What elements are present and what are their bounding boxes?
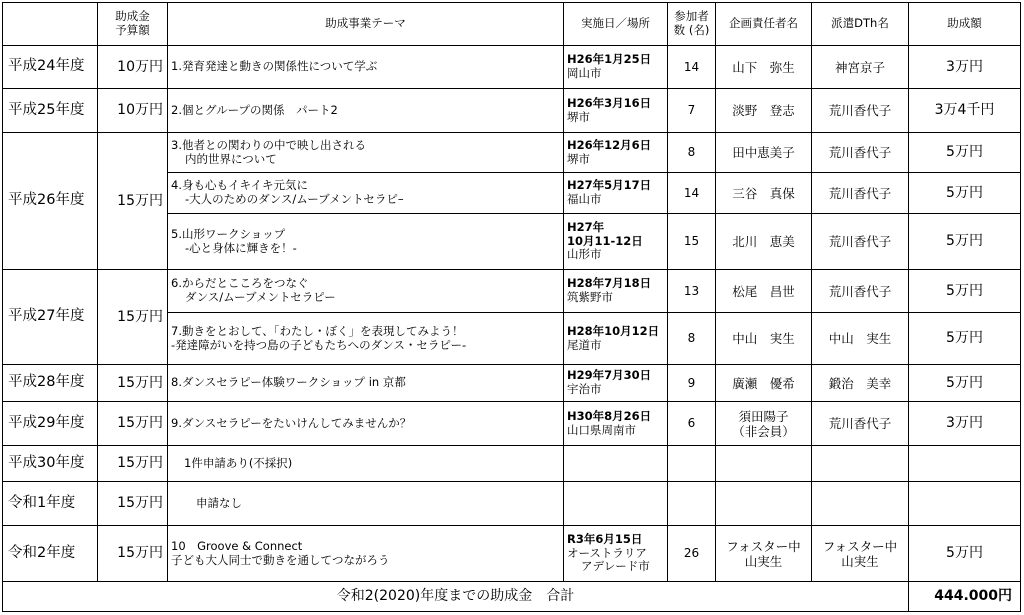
theme-cell: 1.発育発達と動きの関係性について学ぶ xyxy=(168,46,564,89)
header-date-place: 実施日／場所 xyxy=(564,3,668,46)
amount-cell: 3万円 xyxy=(909,402,1021,446)
total-row xyxy=(3,582,1021,612)
theme-cell: 6.からだとこころをつなぐ ダンス/ムーブメントセラピー xyxy=(168,270,564,313)
theme-cell: 申請なし xyxy=(168,482,564,526)
theme-cell: 10 Groove & Connect 子ども大人同士で動きを通してつながろう xyxy=(168,526,564,582)
year-cell: 平成26年度 xyxy=(3,133,98,270)
amount-cell: 5万円 xyxy=(909,214,1021,270)
date-place-cell: H26年3月16日 堺市 xyxy=(564,89,668,133)
total-label: 令和2(2020)年度までの助成金 合計 xyxy=(3,582,909,612)
budget-cell: 15万円 xyxy=(98,365,168,402)
dispatch-cell: 荒川香代子 xyxy=(812,173,909,214)
dispatch-cell: 荒川香代子 xyxy=(812,214,909,270)
table-row xyxy=(3,89,1021,133)
theme-cell: 4.身も心もイキイキ元気に -大人のためのダンス/ムーブメントセラピ– xyxy=(168,173,564,214)
planner-cell xyxy=(716,482,812,526)
date-place-cell: H30年8月26日 山口県周南市 xyxy=(564,402,668,446)
participants-cell: 14 xyxy=(668,173,716,214)
theme-cell: 2.個とグループの関係 パート2 xyxy=(168,89,564,133)
dispatch-cell: フォスター中 山実生 xyxy=(812,526,909,582)
table-row xyxy=(3,46,1021,89)
participants-cell: 15 xyxy=(668,214,716,270)
date-place-cell: H28年7月18日 筑紫野市 xyxy=(564,270,668,313)
budget-cell: 10万円 xyxy=(98,46,168,89)
table-row xyxy=(3,446,1021,482)
planner-cell: 田中恵美子 xyxy=(716,133,812,173)
theme-cell: 3.他者との関わりの中で映し出される 内的世界について xyxy=(168,133,564,173)
planner-cell: 須田陽子 （非会員） xyxy=(716,402,812,446)
dispatch-cell: 荒川香代子 xyxy=(812,89,909,133)
dispatch-cell: 中山 実生 xyxy=(812,313,909,365)
year-cell: 平成30年度 xyxy=(3,446,98,482)
budget-cell: 10万円 xyxy=(98,89,168,133)
planner-cell: 北川 恵美 xyxy=(716,214,812,270)
dispatch-cell: 荒川香代子 xyxy=(812,402,909,446)
header-row xyxy=(3,3,1021,46)
theme-cell: 9.ダンスセラピーをたいけんしてみませんか？ xyxy=(168,402,564,446)
year-cell: 平成24年度 xyxy=(3,46,98,89)
dispatch-cell: 荒川香代子 xyxy=(812,133,909,173)
total-amount: 444.000円 xyxy=(909,582,1021,612)
budget-cell: 15万円 xyxy=(98,446,168,482)
year-cell: 令和2年度 xyxy=(3,526,98,582)
date-place-cell xyxy=(564,482,668,526)
year-cell: 平成25年度 xyxy=(3,89,98,133)
participants-cell: 14 xyxy=(668,46,716,89)
theme-cell: 1件申請あり(不採択) xyxy=(168,446,564,482)
date-place-cell: H28年10月12日 尾道市 xyxy=(564,313,668,365)
date-place-cell: H26年12月6日 堺市 xyxy=(564,133,668,173)
table-row xyxy=(3,482,1021,526)
planner-cell: 廣瀬 優希 xyxy=(716,365,812,402)
dispatch-cell xyxy=(812,482,909,526)
amount-cell: 5万円 xyxy=(909,365,1021,402)
theme-cell: 8.ダンスセラピー体験ワークショップ in 京都 xyxy=(168,365,564,402)
header-planner: 企画責任者名 xyxy=(716,3,812,46)
amount-cell: 3万円 xyxy=(909,46,1021,89)
dispatch-cell: 鍛治 美幸 xyxy=(812,365,909,402)
year-cell: 平成29年度 xyxy=(3,402,98,446)
budget-cell: 15万円 xyxy=(98,526,168,582)
participants-cell xyxy=(668,446,716,482)
participants-cell: 6 xyxy=(668,402,716,446)
amount-cell: 5万円 xyxy=(909,270,1021,313)
header-budget: 助成金 予算額 xyxy=(98,3,168,46)
participants-cell: 8 xyxy=(668,133,716,173)
amount-cell xyxy=(909,446,1021,482)
amount-cell xyxy=(909,482,1021,526)
table-row xyxy=(3,526,1021,582)
budget-cell: 15万円 xyxy=(98,402,168,446)
header-theme: 助成事業テーマ xyxy=(168,3,564,46)
participants-cell: 7 xyxy=(668,89,716,133)
date-place-cell xyxy=(564,446,668,482)
year-cell: 平成27年度 xyxy=(3,270,98,365)
participants-cell: 26 xyxy=(668,526,716,582)
dispatch-cell: 荒川香代子 xyxy=(812,270,909,313)
planner-cell: 山下 弥生 xyxy=(716,46,812,89)
theme-cell: 7.動きをとおして、「わたし・ぼく」を表現してみよう！ -発達障がいを持つ島の子どもたちへのダンス・セラピー- xyxy=(168,313,564,365)
planner-cell: 三谷 真保 xyxy=(716,173,812,214)
amount-cell: 5万円 xyxy=(909,526,1021,582)
planner-cell xyxy=(716,446,812,482)
amount-cell: 5万円 xyxy=(909,313,1021,365)
amount-cell: 5万円 xyxy=(909,133,1021,173)
amount-cell: 3万4千円 xyxy=(909,89,1021,133)
participants-cell: 13 xyxy=(668,270,716,313)
participants-cell: 9 xyxy=(668,365,716,402)
amount-cell: 5万円 xyxy=(909,173,1021,214)
table-row xyxy=(3,270,1021,313)
table-row xyxy=(3,402,1021,446)
date-place-cell: H27年 10月11-12日 山形市 xyxy=(564,214,668,270)
theme-cell: 5.山形ワークショップ -心と身体に輝きを！- xyxy=(168,214,564,270)
dispatch-cell: 神宮京子 xyxy=(812,46,909,89)
planner-cell: フォスター中 山実生 xyxy=(716,526,812,582)
planner-cell: 淡野 登志 xyxy=(716,89,812,133)
date-place-cell: H29年7月30日 宇治市 xyxy=(564,365,668,402)
table-row xyxy=(3,133,1021,173)
date-place-cell: H27年5月17日 福山市 xyxy=(564,173,668,214)
header-participants: 参加者 数 (名) xyxy=(668,3,716,46)
header-amount: 助成額 xyxy=(909,3,1021,46)
planner-cell: 中山 実生 xyxy=(716,313,812,365)
year-cell: 令和1年度 xyxy=(3,482,98,526)
date-place-cell: H26年1月25日 岡山市 xyxy=(564,46,668,89)
dispatch-cell xyxy=(812,446,909,482)
grant-table xyxy=(2,2,1021,612)
budget-cell: 15万円 xyxy=(98,270,168,365)
planner-cell: 松尾 昌世 xyxy=(716,270,812,313)
table-row xyxy=(3,365,1021,402)
header-year xyxy=(3,3,98,46)
budget-cell: 15万円 xyxy=(98,482,168,526)
date-place-cell: R3年6月15日 オーストラリア アデレード市 xyxy=(564,526,668,582)
year-cell: 平成28年度 xyxy=(3,365,98,402)
participants-cell: 8 xyxy=(668,313,716,365)
header-dispatch: 派遣DTh名 xyxy=(812,3,909,46)
budget-cell: 15万円 xyxy=(98,133,168,270)
participants-cell xyxy=(668,482,716,526)
